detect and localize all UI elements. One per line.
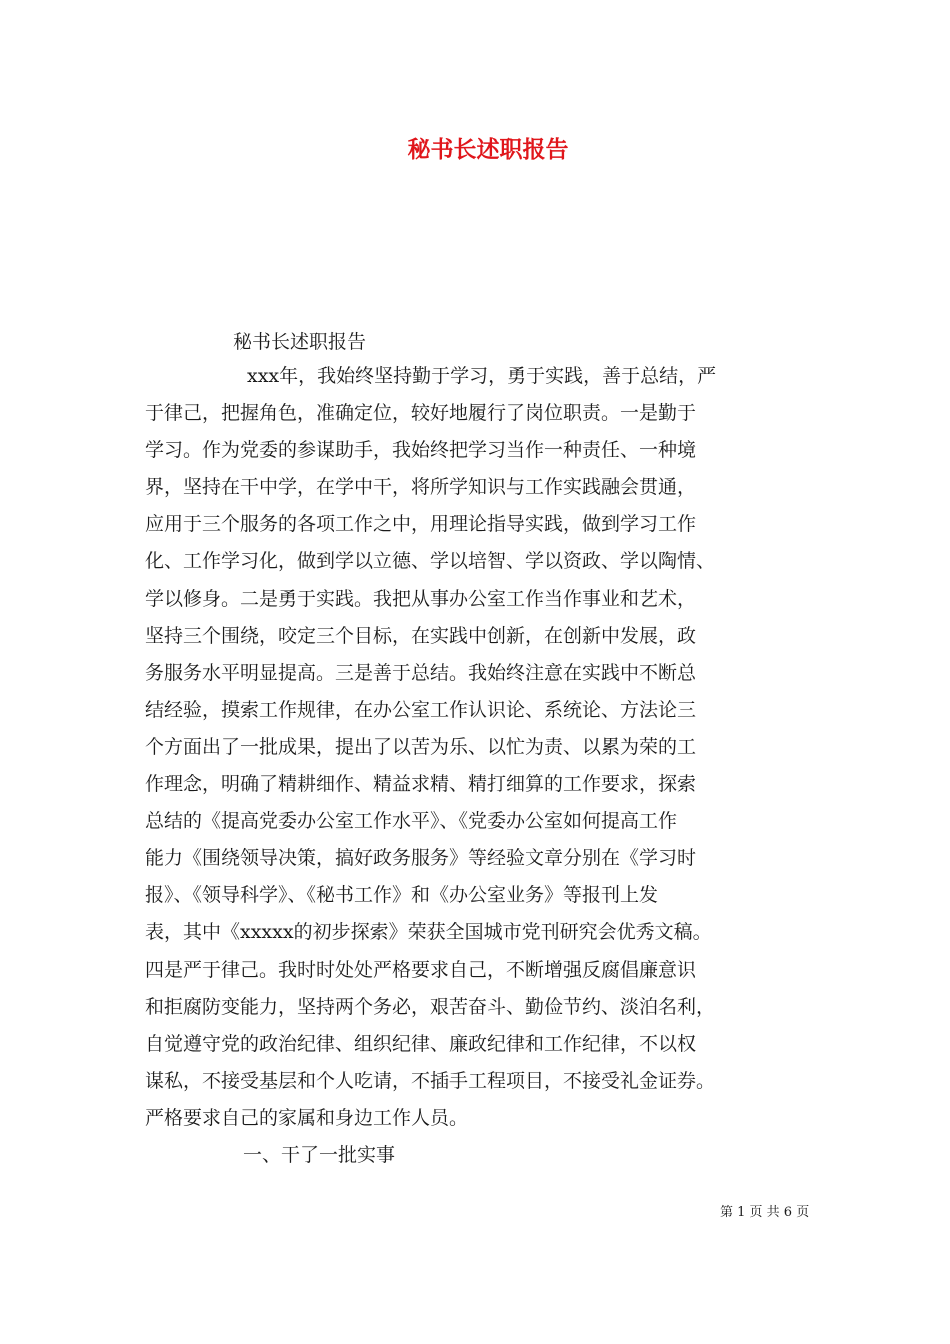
- body-line: 报》、《领导科学》、《秘书工作》和《办公室业务》等报刊上发: [145, 884, 659, 907]
- document-title: 秘书长述职报告: [407, 136, 569, 163]
- body-line: 学习。作为党委的参谋助手，我始终把学习当作一种责任、一种境: [145, 439, 697, 462]
- body-line: 界，坚持在干中学，在学中干，将所学知识与工作实践融会贯通，: [145, 476, 697, 499]
- body-line: 谋私，不接受基层和个人吃请，不插手工程项目，不接受礼金证券。: [145, 1069, 716, 1092]
- body-line: 个方面出了一批成果，提出了以苦为乐、以忙为责、以累为荣的工: [145, 735, 697, 758]
- body-line: 四是严于律己。我时时处处严格要求自己，不断增强反腐倡廉意识: [145, 958, 697, 981]
- body-line: 结经验，摸索工作规律，在办公室工作认识论、系统论、方法论三: [145, 698, 697, 721]
- body-line: 务服务水平明显提高。三是善于总结。我始终注意在实践中不断总: [145, 661, 697, 684]
- section-heading: 一、干了一批实事: [243, 1144, 396, 1166]
- body-line: 学以修身。二是勇于实践。我把从事办公室工作当作事业和艺术，: [145, 587, 697, 610]
- body-line: xxx年，我始终坚持勤于学习，勇于实践，善于总结，严: [247, 365, 717, 387]
- page-number-footer: 第 1 页 共 6 页: [720, 1205, 810, 1220]
- body-line: 应用于三个服务的各项工作之中，用理论指导实践，做到学习工作: [145, 513, 697, 536]
- body-line: 作理念，明确了精耕细作、精益求精、精打细算的工作要求，探索: [145, 773, 697, 796]
- body-line: 和拒腐防变能力，坚持两个务必，艰苦奋斗、勤俭节约、淡泊名利，: [145, 995, 716, 1018]
- body-paragraph: [145, 358, 830, 1137]
- body-line: 严格要求自己的家属和身边工作人员。: [145, 1106, 469, 1129]
- body-line: 于律己，把握角色，准确定位，较好地履行了岗位职责。一是勤于: [145, 402, 697, 425]
- body-line: 表，其中《xxxxx的初步探索》荣获全国城市党刊研究会优秀文稿。: [145, 921, 712, 944]
- body-line: 坚持三个围绕，咬定三个目标，在实践中创新，在创新中发展，政: [145, 624, 697, 647]
- body-line: 总结的《提高党委办公室工作水平》、《党委办公室如何提高工作: [145, 810, 678, 833]
- body-line: 能力《围绕领导决策，搞好政务服务》等经验文章分别在《学习时: [145, 847, 697, 870]
- body-heading: 秘书长述职报告: [233, 331, 367, 353]
- body-line: 化、工作学习化，做到学以立德、学以培智、学以资政、学以陶情、: [145, 550, 716, 573]
- body-line: 自觉遵守党的政治纪律、组织纪律、廉政纪律和工作纪律，不以权: [145, 1032, 697, 1055]
